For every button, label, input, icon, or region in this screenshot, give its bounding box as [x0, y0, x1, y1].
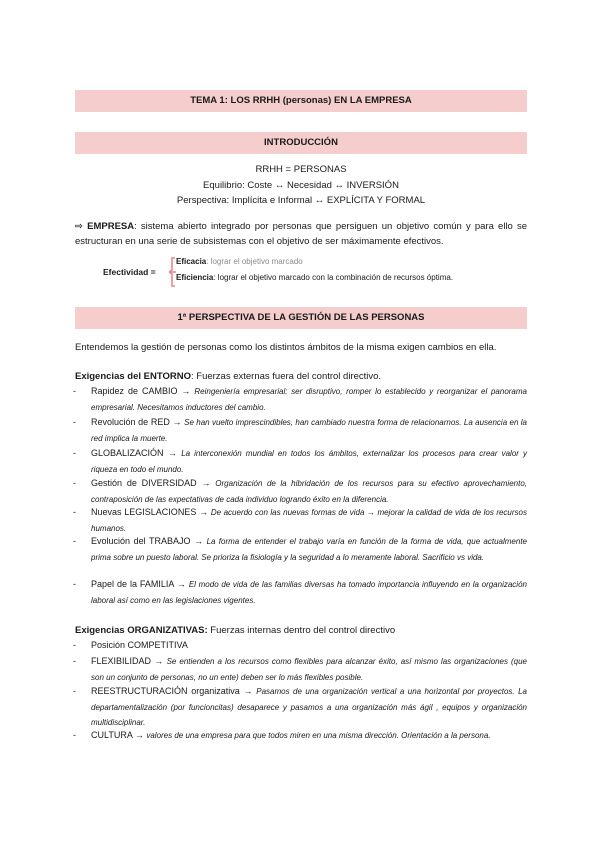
- item-text: De acuerdo con las nuevas formas de vida → mejorar la calidad de vida de los recursos humanos.: [91, 508, 527, 533]
- item-text: Organización de la hibridación de los recursos para su efectivo aprovechamiento, contraposición de las expectativas de cada individuo logrando éxito en la diferencia.: [91, 479, 527, 504]
- item-lead: Evolución del TRABAJO →: [91, 536, 207, 546]
- organizativas-item: [73, 654, 527, 685]
- entorno-title-line: [75, 369, 381, 384]
- entorno-item: [73, 384, 527, 415]
- empresa-term: EMPRESA: [87, 221, 135, 232]
- intro-line-perspectiva: Perspectiva: Implícita e Informal ↔ EXPLÍCITA Y FORMAL: [176, 195, 426, 206]
- item-lead: Revolución de RED →: [91, 417, 185, 427]
- dash-bullet: -: [73, 730, 76, 740]
- item-lead: Rapidez de CAMBIO →: [91, 386, 195, 396]
- item-text: El modo de vida de las familias diversas ha tomado importancia influyendo en la organización laboral así como en las legislaciones vigentes.: [91, 580, 527, 605]
- eficiencia-text: : lograr el objetivo marcado con la combinación de recursos óptima.: [213, 273, 454, 282]
- eficiencia-term: Eficiencia: [176, 273, 214, 282]
- dash-bullet: -: [73, 507, 76, 517]
- efectividad-label: Efectividad =: [103, 267, 156, 277]
- intro-line-equilibrio: Equilibrio: Coste ↔ Necesidad ↔ INVERSIÓN: [203, 180, 399, 191]
- entorno-item: [73, 415, 528, 446]
- dash-bullet: -: [73, 478, 76, 488]
- item-text: Se entienden a los recursos como flexibles para alcanzar éxito, así mismo las organizaciones (que son un conjunto de personas, no un ente) deben ser lo más flexibles posible.: [91, 657, 527, 682]
- empresa-paragraph: [75, 219, 527, 249]
- entorno-title: Exigencias del ENTORNO: [75, 371, 191, 382]
- section1-intro: Entendemos la gestión de personas como los distintos ámbitos de la misma exigen cambios en ella.: [75, 342, 497, 353]
- item-lead: CULTURA →: [91, 730, 147, 740]
- intro-line-rrhh: RRHH = PERSONAS: [255, 164, 347, 175]
- item-lead: Papel de la FAMILIA →: [91, 579, 189, 589]
- item-text: Se han vuelto imprescindibles, han cambiado nuestra forma de relacionarnos. La ausencia en la red implica la muerte.: [91, 418, 528, 443]
- organizativas-title-line: [75, 623, 395, 638]
- item-lead: Gestión de DIVERSIDAD →: [91, 478, 216, 488]
- eficiencia-line: [176, 273, 453, 282]
- title-band: TEMA 1: LOS RRHH (personas) EN LA EMPRESA: [75, 90, 527, 112]
- entorno-subtitle: : Fuerzas externas fuera del control directivo.: [190, 371, 382, 382]
- section1-heading: 1ª PERSPECTIVA DE LA GESTIÓN DE LAS PERSONAS: [75, 307, 527, 329]
- item-text: La interconexión mundial en todos los ámbitos, externalizar los procesos para crear valor y riqueza en todo el mundo.: [91, 449, 527, 474]
- organizativas-title: Exigencias ORGANIZATIVAS:: [75, 625, 208, 636]
- eficacia-line: [176, 257, 303, 266]
- item-text: Pasamos de una organización vertical a una horizontal por proyectos. La departamentalización (por funcioncitas) desaparece y pasamos a una organización más ágil , equipos y organización multidisciplinar.: [91, 687, 527, 727]
- arrow-right-icon: ⇨: [75, 221, 83, 232]
- item-text: valores de una empresa para que todos miren en una misma dirección. Orientación a la persona.: [146, 731, 491, 740]
- dash-bullet: -: [73, 386, 76, 396]
- eficacia-text: : lograr el objetivo marcado: [206, 257, 303, 266]
- entorno-item: [73, 505, 527, 536]
- entorno-item: [73, 534, 527, 565]
- organizativas-item: [73, 684, 527, 731]
- eficacia-term: Eficacia: [176, 257, 207, 266]
- dash-bullet: -: [73, 417, 76, 427]
- item-lead: Nuevas LEGISLACIONES →: [91, 507, 211, 517]
- organizativas-subtitle: Fuerzas internas dentro del control directivo: [207, 625, 396, 636]
- dash-bullet: -: [73, 640, 76, 650]
- organizativas-item: [73, 638, 527, 654]
- dash-bullet: -: [73, 579, 76, 589]
- dash-bullet: -: [73, 656, 76, 666]
- dash-bullet: -: [73, 536, 76, 546]
- item-text: La forma de entender el trabajo varía en función de la forma de vida, que actualmente prima sobre un puesto laboral. Se prioriza la fisiología y la seguridad a lo meramente laboral. Sacrificio vs vida.: [91, 537, 527, 562]
- empresa-definition: : sistema abierto integrado por personas que persiguen un objetivo común y para ello se estructuran en una serie de subsistemas con el objetivo de ser máximamente efectivos.: [75, 221, 528, 247]
- item-lead: GLOBALIZACIÓN →: [91, 448, 182, 458]
- intro-heading: INTRODUCCIÓN: [75, 132, 527, 154]
- dash-bullet: -: [73, 686, 76, 696]
- item-lead: Posición COMPETITIVA: [91, 640, 188, 650]
- item-text: Reingeniería empresarial: ser disruptivo, romper lo establecido y reorganizar el panorama empresarial. Necesitamos inductores del cambio.: [91, 387, 527, 412]
- item-lead: FLEXIBILIDAD →: [91, 656, 167, 666]
- dash-bullet: -: [73, 448, 76, 458]
- entorno-item: [73, 476, 527, 507]
- entorno-item: [73, 577, 527, 608]
- item-lead: REESTRUCTURACIÓN organizativa →: [91, 686, 257, 696]
- organizativas-item: [73, 728, 527, 744]
- entorno-item: [73, 446, 527, 477]
